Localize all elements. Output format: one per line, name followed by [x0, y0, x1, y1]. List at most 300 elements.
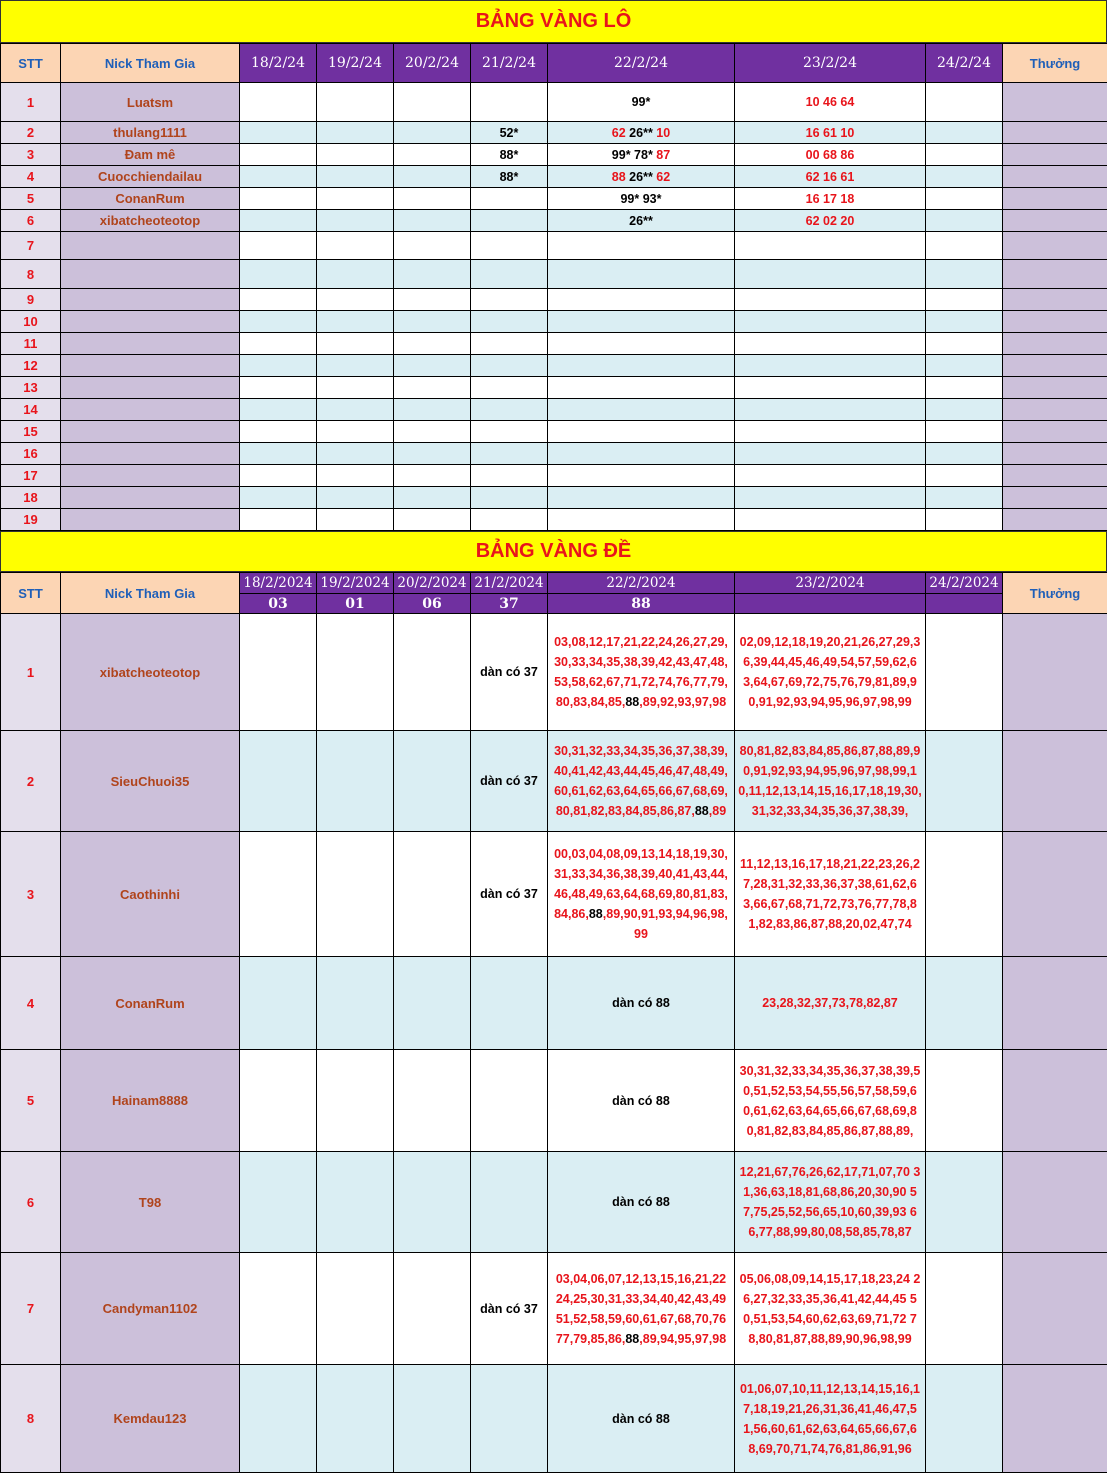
- nick-name: [61, 232, 240, 260]
- number-group: 62: [611, 125, 630, 140]
- entry-cell: [926, 1365, 1003, 1473]
- nick-name: T98: [61, 1152, 240, 1253]
- table-row: [1, 465, 1107, 487]
- entry-cell: [317, 210, 394, 232]
- prize-cell: [1003, 731, 1107, 832]
- nick-name: [61, 421, 240, 443]
- nick-name: [61, 487, 240, 509]
- nick-name: [61, 377, 240, 399]
- entry-cell: [926, 210, 1003, 232]
- entry-cell-23: [735, 166, 926, 188]
- entry-cell: [240, 166, 317, 188]
- row-number: 17: [1, 465, 61, 487]
- table-row: [1, 1152, 1107, 1253]
- number-group: 10: [652, 125, 671, 140]
- number-list-23: [735, 1253, 926, 1365]
- entry-cell-21: [471, 1050, 548, 1152]
- entry-cell: [926, 614, 1003, 731]
- entry-cell-23: [735, 260, 926, 289]
- entry-cell: [240, 957, 317, 1050]
- date-header: 22/2/24: [548, 44, 735, 83]
- table-row: [1, 355, 1107, 377]
- prize-cell: [1003, 289, 1107, 311]
- number-list-23: [735, 614, 926, 731]
- number-group: ,89: [708, 804, 727, 818]
- prize-cell: [1003, 355, 1107, 377]
- number-group: 62: [652, 169, 671, 184]
- prize-cell: [1003, 957, 1107, 1050]
- entry-cell: [394, 377, 471, 399]
- entry-cell: [394, 465, 471, 487]
- prize-cell: [1003, 260, 1107, 289]
- prize-cell: [1003, 421, 1107, 443]
- entry-cell: [394, 487, 471, 509]
- entry-cell: [317, 83, 394, 122]
- entry-cell: [394, 1365, 471, 1473]
- number-list-22: [548, 1253, 735, 1365]
- result-number: 03: [240, 594, 317, 614]
- number-group: 05,06,08,09,14,15,17,18,23,24 26,27,32,33,35,36,41,42,44,45 50,51,53,54,60,62,63,69,71,72 78,80,81,87,88,89,90,96,98,99: [739, 1271, 921, 1346]
- entry-cell: [926, 957, 1003, 1050]
- entry-cell: [926, 289, 1003, 311]
- entry-cell-21: [471, 355, 548, 377]
- entry-cell: [394, 188, 471, 210]
- entry-cell: [317, 188, 394, 210]
- date-header: 18/2/24: [240, 44, 317, 83]
- entry-cell: [317, 122, 394, 144]
- entry-cell: [926, 311, 1003, 333]
- nick-name: Đam mê: [61, 144, 240, 166]
- entry-cell-21: [471, 443, 548, 465]
- number-group: dàn có 88: [612, 1411, 670, 1426]
- entry-cell: [317, 443, 394, 465]
- entry-cell: [317, 289, 394, 311]
- entry-cell-23: [735, 311, 926, 333]
- number-group: 88*: [499, 169, 519, 184]
- row-number: 3: [1, 144, 61, 166]
- entry-cell: [394, 144, 471, 166]
- table-row: [1, 289, 1107, 311]
- entry-cell-21: dàn có 37: [471, 731, 548, 832]
- date-header: 22/2/2024: [548, 573, 735, 594]
- entry-cell: [394, 957, 471, 1050]
- entry-cell-22: [548, 311, 735, 333]
- entry-cell-22: [548, 166, 735, 188]
- date-header: 20/2/2024: [394, 573, 471, 594]
- prize-cell: [1003, 210, 1107, 232]
- number-group: ,89,90,91,93,94,96,98,99: [602, 907, 728, 941]
- row-number: 5: [1, 1050, 61, 1152]
- entry-cell-22: [548, 333, 735, 355]
- entry-cell-22: [548, 260, 735, 289]
- entry-cell: [926, 144, 1003, 166]
- row-number: 11: [1, 333, 61, 355]
- row-number: 9: [1, 289, 61, 311]
- entry-cell: [240, 144, 317, 166]
- entry-cell: [240, 188, 317, 210]
- entry-cell: [240, 487, 317, 509]
- date-header: 23/2/2024: [735, 573, 926, 594]
- number-group: 88: [588, 907, 603, 921]
- entry-cell: [926, 421, 1003, 443]
- table-row: [1, 377, 1107, 399]
- entry-cell: [926, 333, 1003, 355]
- entry-cell: [394, 421, 471, 443]
- nick-name: Hainam8888: [61, 1050, 240, 1152]
- table-row: [1, 311, 1107, 333]
- entry-cell: [394, 832, 471, 957]
- prize-cell: [1003, 232, 1107, 260]
- de-title-banner: BẢNG VÀNG ĐỀ: [0, 531, 1107, 572]
- entry-cell: [317, 1050, 394, 1152]
- entry-cell: [240, 1365, 317, 1473]
- entry-cell-22: [548, 83, 735, 122]
- table-row: [1, 144, 1107, 166]
- number-list-22: [548, 1152, 735, 1253]
- lo-table: [0, 43, 1107, 531]
- entry-cell-23: [735, 188, 926, 210]
- number-group: 30,31,32,33,34,35,36,37,38,39,40,41,42,43,44,45,46,47,48,49,60,61,62,63,64,65,66,67,68,69,80,81,82,83,84,85,86,87,: [554, 744, 728, 818]
- prize-cell: [1003, 333, 1107, 355]
- entry-cell: [317, 144, 394, 166]
- number-group: dàn có 88: [612, 996, 670, 1010]
- entry-cell: [926, 465, 1003, 487]
- entry-cell-22: [548, 355, 735, 377]
- nick-name: [61, 399, 240, 421]
- nick-header: Nick Tham Gia: [61, 573, 240, 614]
- entry-cell: [240, 260, 317, 289]
- entry-cell-21: dàn có 37: [471, 832, 548, 957]
- entry-cell: [394, 399, 471, 421]
- entry-cell: [317, 1253, 394, 1365]
- number-group: 88*: [499, 147, 519, 162]
- number-group: 88: [694, 804, 709, 818]
- nick-name: Candyman1102: [61, 1253, 240, 1365]
- entry-cell: [394, 311, 471, 333]
- prize-cell: [1003, 144, 1107, 166]
- entry-cell-23: [735, 210, 926, 232]
- de-table: [0, 572, 1107, 1473]
- stt-header: STT: [1, 573, 61, 614]
- entry-cell: [240, 232, 317, 260]
- table-row: [1, 232, 1107, 260]
- prize-cell: [1003, 311, 1107, 333]
- entry-cell: [317, 311, 394, 333]
- entry-cell: [926, 1253, 1003, 1365]
- entry-cell: [926, 731, 1003, 832]
- entry-cell: [394, 443, 471, 465]
- result-number: 88: [548, 594, 735, 614]
- result-number: 37: [471, 594, 548, 614]
- number-list-22: [548, 1050, 735, 1152]
- number-group: 52*: [499, 125, 519, 140]
- entry-cell: [317, 232, 394, 260]
- entry-cell: [317, 260, 394, 289]
- result-number: [735, 594, 926, 614]
- number-group: 16 17 18: [805, 191, 855, 206]
- number-list-22: [548, 614, 735, 731]
- table-row: [1, 188, 1107, 210]
- prize-cell: [1003, 443, 1107, 465]
- entry-cell: [240, 465, 317, 487]
- row-number: 4: [1, 957, 61, 1050]
- number-group: 88: [625, 695, 640, 709]
- entry-cell: [394, 210, 471, 232]
- number-group: 99*: [631, 95, 651, 109]
- number-group: 26**: [629, 125, 653, 140]
- entry-cell: [240, 1152, 317, 1253]
- table-row: [1, 487, 1107, 509]
- entry-cell: [240, 83, 317, 122]
- number-list-23: [735, 957, 926, 1050]
- nick-name: [61, 260, 240, 289]
- entry-cell-21: [471, 144, 548, 166]
- entry-cell: [240, 333, 317, 355]
- number-group: 03,04,06,07,12,13,15,16,21,22 24,25,30,31,33,34,40,42,43,49 51,52,58,59,60,61,67,68,70,76 77,79,85,86,: [555, 1271, 727, 1346]
- entry-cell-22: [548, 289, 735, 311]
- entry-cell-22: [548, 465, 735, 487]
- entry-cell: [926, 260, 1003, 289]
- entry-cell-21: [471, 421, 548, 443]
- stt-header: STT: [1, 44, 61, 83]
- number-list-22: [548, 832, 735, 957]
- result-number: [926, 594, 1003, 614]
- number-group: 00,03,04,08,09,13,14,18,19,30,31,33,34,36,38,39,40,41,43,44,46,48,49,63,64,68,69,80,81,83,84,86,: [554, 847, 728, 921]
- entry-cell: [394, 1253, 471, 1365]
- number-group: 03,08,12,17,21,22,24,26,27,29,30,33,34,35,38,39,42,43,47,48,53,58,62,67,71,72,74,76,77,79,80,83,84,85,: [554, 635, 728, 709]
- row-number: 12: [1, 355, 61, 377]
- entry-cell-21: [471, 166, 548, 188]
- entry-cell-23: [735, 83, 926, 122]
- entry-cell: [240, 509, 317, 531]
- entry-cell-23: [735, 122, 926, 144]
- row-number: 19: [1, 509, 61, 531]
- entry-cell: [240, 731, 317, 832]
- entry-cell: [926, 188, 1003, 210]
- prize-cell: [1003, 1152, 1107, 1253]
- prize-cell: [1003, 465, 1107, 487]
- entry-cell: [317, 957, 394, 1050]
- entry-cell: [317, 399, 394, 421]
- entry-cell-23: [735, 377, 926, 399]
- row-number: 2: [1, 731, 61, 832]
- nick-name: ConanRum: [61, 188, 240, 210]
- date-header: 24/2/2024: [926, 573, 1003, 594]
- number-list-23: [735, 1152, 926, 1253]
- row-number: 6: [1, 1152, 61, 1253]
- entry-cell-23: [735, 509, 926, 531]
- nick-name: [61, 443, 240, 465]
- entry-cell-21: [471, 399, 548, 421]
- entry-cell: [240, 832, 317, 957]
- table-row: [1, 333, 1107, 355]
- number-group: dàn có 88: [612, 1093, 670, 1108]
- entry-cell: [317, 333, 394, 355]
- nick-name: SieuChuoi35: [61, 731, 240, 832]
- entry-cell: [394, 289, 471, 311]
- number-list-22: [548, 957, 735, 1050]
- entry-cell-22: [548, 144, 735, 166]
- number-group: 87: [656, 147, 671, 162]
- row-number: 18: [1, 487, 61, 509]
- entry-cell: [240, 311, 317, 333]
- row-number: 8: [1, 260, 61, 289]
- entry-cell-21: [471, 957, 548, 1050]
- table-row: [1, 122, 1107, 144]
- nick-name: [61, 311, 240, 333]
- number-group: 00 68 86: [805, 147, 855, 162]
- entry-cell-22: [548, 232, 735, 260]
- prize-cell: [1003, 832, 1107, 957]
- number-list-23: [735, 1050, 926, 1152]
- number-list-22: [548, 1365, 735, 1473]
- entry-cell-22: [548, 443, 735, 465]
- prize-cell: [1003, 614, 1107, 731]
- number-group: 62 16 61: [805, 169, 855, 184]
- prize-cell: [1003, 122, 1107, 144]
- number-group: 26**: [629, 169, 653, 184]
- date-header: 21/2/24: [471, 44, 548, 83]
- entry-cell-23: [735, 144, 926, 166]
- entry-cell-23: [735, 487, 926, 509]
- row-number: 15: [1, 421, 61, 443]
- nick-header: Nick Tham Gia: [61, 44, 240, 83]
- entry-cell: [317, 487, 394, 509]
- number-group: 16 61 10: [805, 125, 855, 140]
- entry-cell: [394, 1152, 471, 1253]
- entry-cell-21: [471, 260, 548, 289]
- entry-cell-21: [471, 333, 548, 355]
- number-group: dàn có 88: [612, 1195, 670, 1209]
- entry-cell: [240, 399, 317, 421]
- entry-cell: [317, 614, 394, 731]
- table-row: [1, 83, 1107, 122]
- number-group: 99* 78*: [611, 147, 657, 162]
- number-group: 10 46 64: [805, 95, 855, 109]
- prize-cell: [1003, 377, 1107, 399]
- entry-cell-22: [548, 377, 735, 399]
- number-group: 02,09,12,18,19,20,21,26,27,29,36,39,44,45,46,49,54,57,59,62,63,64,67,69,72,75,76,79,81,89,90,91,92,93,94,95,96,97,98,99: [739, 635, 921, 709]
- row-number: 8: [1, 1365, 61, 1473]
- entry-cell: [926, 1050, 1003, 1152]
- nick-name: thulang1111: [61, 122, 240, 144]
- entry-cell-21: [471, 509, 548, 531]
- nick-name: [61, 355, 240, 377]
- number-list-22: [548, 731, 735, 832]
- entry-cell: [240, 122, 317, 144]
- entry-cell-21: [471, 487, 548, 509]
- entry-cell-21: [471, 1152, 548, 1253]
- entry-cell: [394, 509, 471, 531]
- entry-cell-23: [735, 465, 926, 487]
- entry-cell-22: [548, 509, 735, 531]
- table-row: [1, 614, 1107, 731]
- number-group: 23,28,32,37,73,78,82,87: [762, 996, 898, 1010]
- entry-cell: [317, 166, 394, 188]
- entry-cell: [926, 832, 1003, 957]
- number-group: 62 02 20: [805, 213, 855, 228]
- entry-cell: [240, 355, 317, 377]
- prize-cell: [1003, 509, 1107, 531]
- table-row: [1, 421, 1107, 443]
- number-group: ,89,92,93,97,98: [639, 695, 727, 709]
- entry-cell: [926, 122, 1003, 144]
- row-number: 2: [1, 122, 61, 144]
- entry-cell: [926, 83, 1003, 122]
- row-number: 1: [1, 83, 61, 122]
- lo-title-banner: BẢNG VÀNG LÔ: [0, 0, 1107, 43]
- entry-cell: [317, 1152, 394, 1253]
- row-number: 4: [1, 166, 61, 188]
- result-number: 01: [317, 594, 394, 614]
- nick-name: Cuocchiendailau: [61, 166, 240, 188]
- row-number: 16: [1, 443, 61, 465]
- table-row: [1, 1253, 1107, 1365]
- nick-name: ConanRum: [61, 957, 240, 1050]
- entry-cell: [926, 166, 1003, 188]
- entry-cell: [240, 289, 317, 311]
- nick-name: Kemdau123: [61, 1365, 240, 1473]
- row-number: 1: [1, 614, 61, 731]
- entry-cell-22: [548, 210, 735, 232]
- entry-cell-23: [735, 289, 926, 311]
- prize-cell: [1003, 188, 1107, 210]
- date-header: 19/2/2024: [317, 573, 394, 594]
- table-row: [1, 731, 1107, 832]
- prize-header: Thưởng: [1003, 573, 1107, 614]
- entry-cell: [394, 260, 471, 289]
- table-row: [1, 210, 1107, 232]
- table-row: [1, 509, 1107, 531]
- number-group: 80,81,82,83,84,85,86,87,88,89,90,91,92,93,94,95,96,97,98,99,10,11,12,13,14,15,16,17,18,19,30,31,32,33,34,35,36,37,38,39,: [738, 744, 922, 818]
- nick-name: [61, 289, 240, 311]
- entry-cell-23: [735, 232, 926, 260]
- entry-cell: [926, 355, 1003, 377]
- prize-cell: [1003, 1365, 1107, 1473]
- entry-cell-22: [548, 487, 735, 509]
- entry-cell: [240, 421, 317, 443]
- date-header: 18/2/2024: [240, 573, 317, 594]
- entry-cell: [317, 731, 394, 832]
- entry-cell-21: [471, 311, 548, 333]
- entry-cell-21: [471, 377, 548, 399]
- table-row: [1, 832, 1107, 957]
- entry-cell: [926, 443, 1003, 465]
- prize-cell: [1003, 487, 1107, 509]
- table-row: [1, 443, 1107, 465]
- prize-cell: [1003, 166, 1107, 188]
- table-row: [1, 1365, 1107, 1473]
- nick-name: Caothinhi: [61, 832, 240, 957]
- entry-cell-22: [548, 421, 735, 443]
- entry-cell-22: [548, 399, 735, 421]
- entry-cell-23: [735, 333, 926, 355]
- entry-cell: [926, 487, 1003, 509]
- entry-cell-21: [471, 1365, 548, 1473]
- entry-cell: [926, 377, 1003, 399]
- nick-name: [61, 509, 240, 531]
- entry-cell-21: [471, 232, 548, 260]
- entry-cell: [240, 1253, 317, 1365]
- entry-cell-21: [471, 122, 548, 144]
- entry-cell: [394, 232, 471, 260]
- entry-cell: [240, 1050, 317, 1152]
- entry-cell-23: [735, 421, 926, 443]
- entry-cell-22: [548, 122, 735, 144]
- entry-cell-21: [471, 188, 548, 210]
- entry-cell: [240, 210, 317, 232]
- number-list-23: [735, 731, 926, 832]
